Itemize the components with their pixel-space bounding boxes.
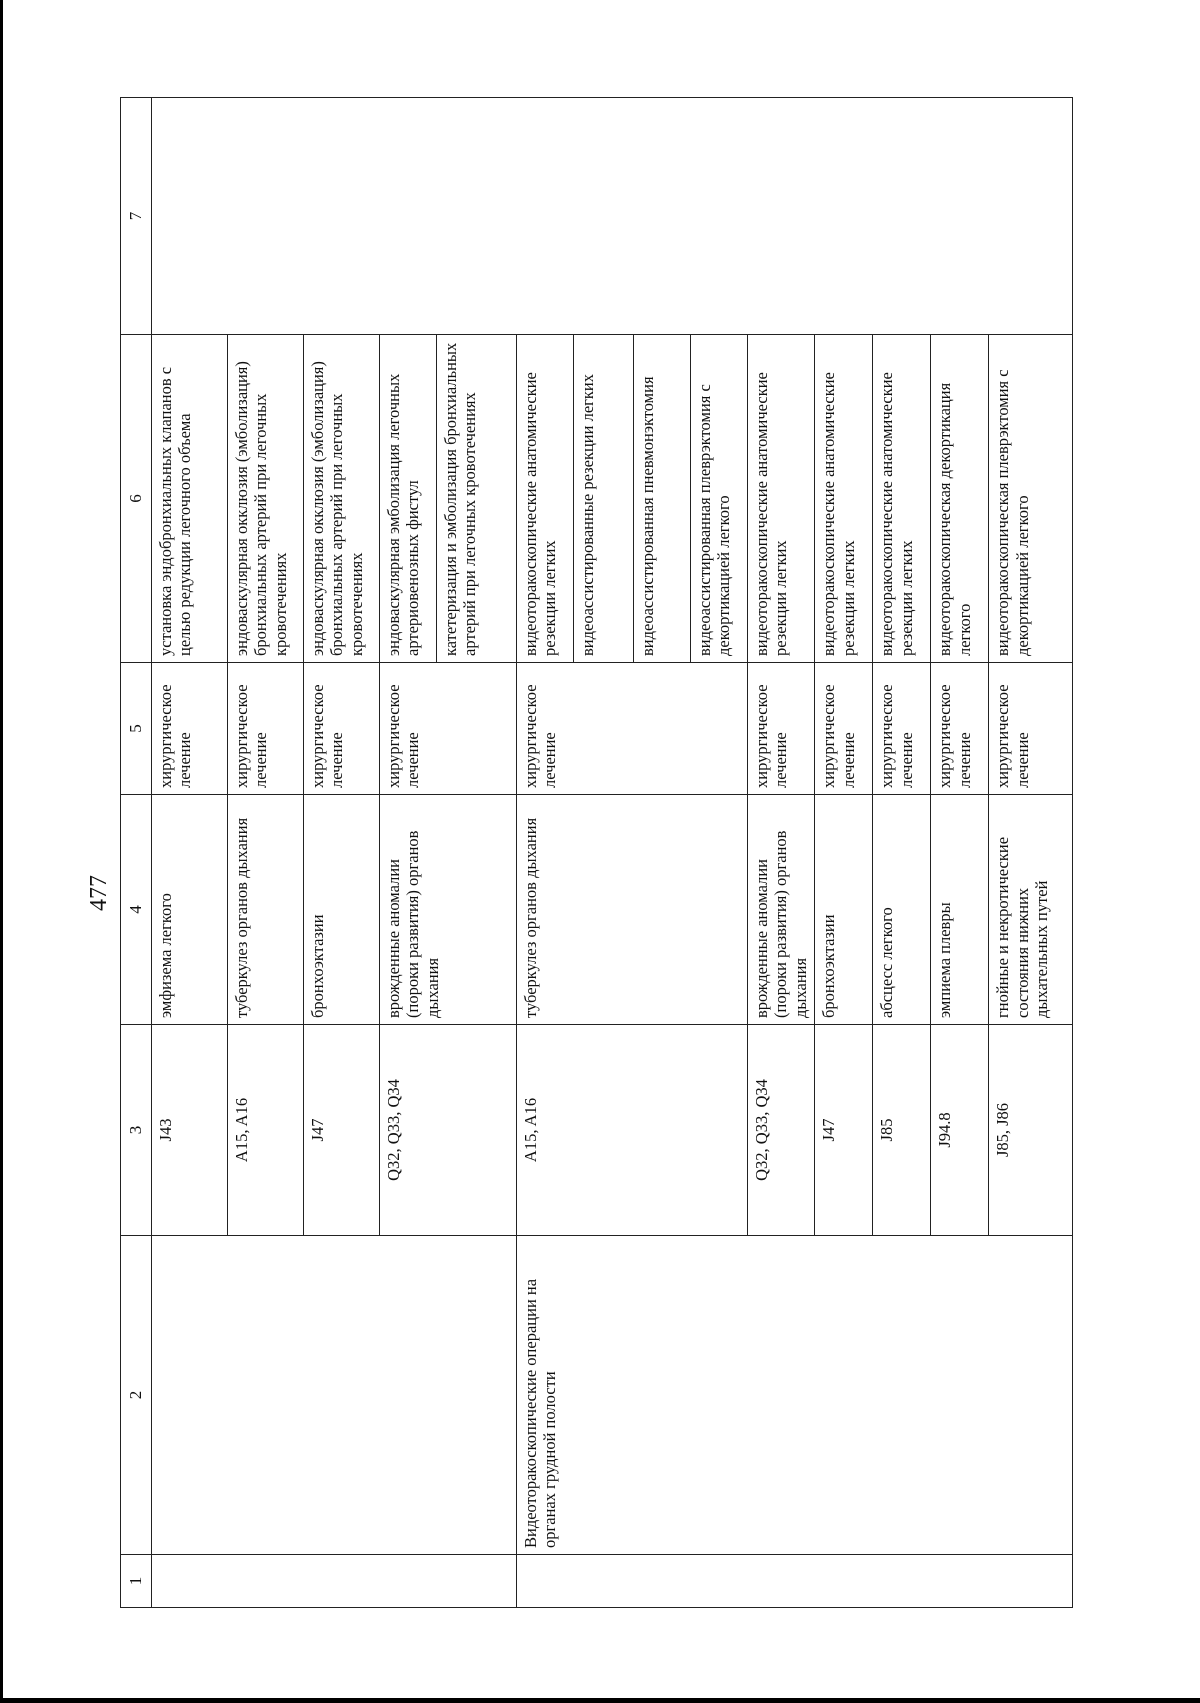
diagnosis-cell: врожденные аномалии (пороки развития) органов дыхания <box>748 795 815 1025</box>
code-cell: J94.8 <box>931 1025 989 1236</box>
cell-col2-empty <box>152 1236 517 1555</box>
diagnosis-cell: абсцесс легкого <box>873 795 931 1025</box>
cell-col7-empty <box>152 98 1073 335</box>
scan-edge-bottom <box>0 1698 1200 1703</box>
method-cell: видеоторакоскопические анатомические резекции легких <box>517 335 574 663</box>
code-cell: J47 <box>815 1025 873 1236</box>
diagnosis-cell: эмфизема легкого <box>152 795 228 1025</box>
column-number-3: 3 <box>121 1025 152 1236</box>
code-cell: Q32, Q33, Q34 <box>748 1025 815 1236</box>
method-cell: установка эндобронхиальных клапанов с целью редукции легочного объема <box>152 335 228 663</box>
cell-col1-empty <box>152 1555 517 1608</box>
method-cell: видеоассистированная плеврэктомия с декортикацией легкого <box>691 335 748 663</box>
method-cell: видеоторакоскопические анатомические резекции легких <box>815 335 873 663</box>
treatment-cell: хирургическое лечение <box>304 663 380 795</box>
method-cell: видеоассистированная пневмонэктомия <box>634 335 691 663</box>
diagnosis-cell: туберкулез органов дыхания <box>228 795 304 1025</box>
treatment-cell: хирургическое лечение <box>228 663 304 795</box>
diagnosis-cell: бронхоэктазии <box>304 795 380 1025</box>
method-cell: видеоассистированные резекции легких <box>574 335 634 663</box>
code-cell: J85 <box>873 1025 931 1236</box>
column-number-7: 7 <box>121 98 152 335</box>
scan-edge-left <box>0 0 3 1703</box>
diagnosis-cell: бронхоэктазии <box>815 795 873 1025</box>
procedures-table <box>120 97 1073 1608</box>
treatment-cell: хирургическое лечение <box>380 663 517 795</box>
diagnosis-cell: эмпиема плевры <box>931 795 989 1025</box>
table-frame <box>120 98 1052 1608</box>
treatment-cell: хирургическое лечение <box>152 663 228 795</box>
treatment-cell: хирургическое лечение <box>931 663 989 795</box>
method-cell: видеоторакоскопические анатомические резекции легких <box>748 335 815 663</box>
column-number-1: 1 <box>121 1555 152 1608</box>
code-cell: J85, J86 <box>989 1025 1073 1236</box>
code-cell: A15, A16 <box>228 1025 304 1236</box>
method-cell: эндоваскулярная эмболизация легочных артериовенозных фистул <box>380 335 437 663</box>
column-number-4: 4 <box>121 795 152 1025</box>
section-group-name: Видеоторакоскопические операции на органах грудной полости <box>517 1236 1073 1555</box>
diagnosis-cell: врожденные аномалии (пороки развития) органов дыхания <box>380 795 517 1025</box>
code-cell: Q32, Q33, Q34 <box>380 1025 517 1236</box>
cell-col1-empty <box>517 1555 1073 1608</box>
diagnosis-cell: туберкулез органов дыхания <box>517 795 748 1025</box>
rotated-table-container <box>120 98 1052 1608</box>
page-number: 477 <box>85 875 112 911</box>
treatment-cell: хирургическое лечение <box>873 663 931 795</box>
code-cell: J47 <box>304 1025 380 1236</box>
method-cell: катетеризация и эмболизация бронхиальных артерий при легочных кровотечениях <box>437 335 517 663</box>
method-cell: видеоторакоскопическая декортикация легкого <box>931 335 989 663</box>
column-number-row <box>121 98 152 1608</box>
treatment-cell: хирургическое лечение <box>815 663 873 795</box>
method-cell: видеоторакоскопические анатомические резекции легких <box>873 335 931 663</box>
method-cell: видеоторакоскопическая плеврэктомия с декортикацией легкого <box>989 335 1073 663</box>
method-cell: эндоваскулярная окклюзия (эмболизация) бронхиальных артерий при легочных кровотечениях <box>228 335 304 663</box>
column-number-6: 6 <box>121 335 152 663</box>
table-row <box>152 98 228 1608</box>
treatment-cell: хирургическое лечение <box>517 663 748 795</box>
column-number-5: 5 <box>121 663 152 795</box>
diagnosis-cell: гнойные и некротические состояния нижних дыхательных путей <box>989 795 1073 1025</box>
code-cell: J43 <box>152 1025 228 1236</box>
treatment-cell: хирургическое лечение <box>989 663 1073 795</box>
treatment-cell: хирургическое лечение <box>748 663 815 795</box>
method-cell: эндоваскулярная окклюзия (эмболизация) бронхиальных артерий при легочных кровотечениях <box>304 335 380 663</box>
column-number-2: 2 <box>121 1236 152 1555</box>
code-cell: A15, A16 <box>517 1025 748 1236</box>
